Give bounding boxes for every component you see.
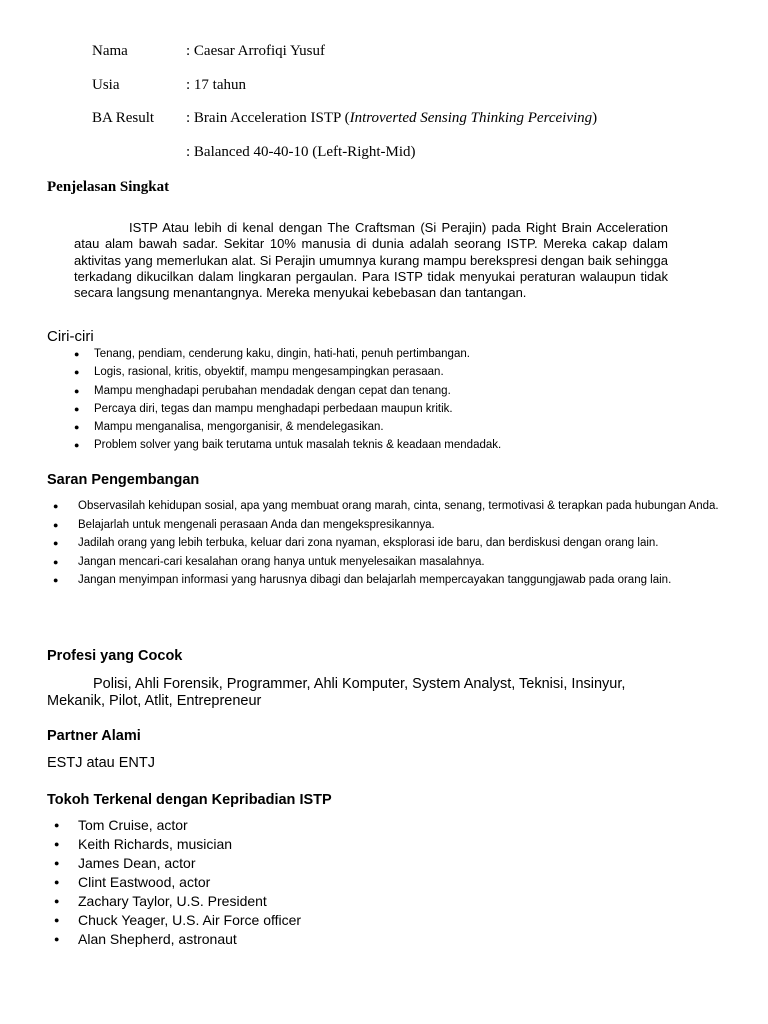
traits-list: [74, 345, 714, 455]
development-heading: Saran Pengembangan: [47, 472, 200, 488]
list-item: ● Zachary Taylor, U.S. President: [54, 893, 267, 909]
professions-heading: Profesi yang Cocok: [47, 648, 183, 664]
partner-text: ESTJ atau ENTJ: [47, 755, 155, 771]
list-item: ● Jangan menyimpan informasi yang harusnya dibagi dan belajarlah mempercayakan tanggungjawab pada orang lain.: [53, 574, 672, 586]
bullet-icon: ●: [53, 501, 59, 511]
bullet-icon: ●: [54, 839, 60, 849]
list-item: ● Jadilah orang yang lebih terbuka, keluar dari zona nyaman, eksplorasi ide baru, dan berdiskusi dengan orang lain.: [53, 537, 659, 549]
list-item: ● Jangan mencari-cari kesalahan orang hanya untuk menyelesaikan masalahnya.: [53, 555, 485, 568]
list-item: ● Mampu menganalisa, mengorganisir, & mendelegasikan.: [74, 418, 714, 436]
bullet-icon: ●: [54, 896, 60, 906]
summary-heading: Penjelasan Singkat: [47, 179, 170, 195]
result-value: : Brain Acceleration ISTP (Introverted Sensing Thinking Perceiving): [186, 110, 598, 126]
list-item: ● Clint Eastwood, actor: [54, 874, 211, 890]
bullet-icon: ●: [54, 820, 60, 830]
bullet-icon: ●: [54, 858, 60, 868]
list-item: ● Alan Shepherd, astronaut: [54, 931, 237, 947]
bullet-icon: ●: [53, 556, 59, 567]
bullet-icon: ●: [54, 877, 60, 887]
list-item: ● James Dean, actor: [54, 855, 196, 871]
list-item: ● Logis, rasional, kritis, obyektif, mampu mengesampingkan perasaan.: [74, 363, 714, 381]
list-item: ● Problem solver yang baik terutama untuk masalah teknis & keadaan mendadak.: [74, 436, 714, 454]
bullet-icon: ●: [54, 934, 60, 944]
partner-heading: Partner Alami: [47, 728, 141, 744]
name-label: Nama: [92, 43, 128, 59]
list-item: ● Observasilah kehidupan sosial, apa yang membuat orang marah, cinta, senang, termotivasi & terapkan pada hubungan Anda.: [53, 500, 719, 512]
bullet-icon: ●: [53, 575, 59, 585]
list-item: ● Tenang, pendiam, cenderung kaku, dingin, hati-hati, penuh pertimbangan.: [74, 345, 714, 363]
list-item: ● Chuck Yeager, U.S. Air Force officer: [54, 912, 302, 928]
summary-paragraph: ISTP Atau lebih di kenal dengan The Craftsman (Si Perajin) pada Right Brain Acceleration atau alam bawah sadar. Sekitar 10% manusia di dunia adalah seorang ISTP. Mereka cakap dalam aktivitas yang memerlukan alat. Si Perajin umumnya kurang mampu berekspresi dengan baik sehingga terkadang dikucilkan dalam lingkaran pergaulan. Para ISTP tidak menyukai peraturan walaupun tidak secara langsung menantangnya. Mereka menyukai kebebasan dan tantangan.: [74, 220, 668, 301]
bullet-icon: ●: [74, 403, 80, 414]
bullet-icon: ●: [74, 349, 80, 359]
age-label: Usia: [92, 77, 120, 93]
famous-list: [47, 816, 647, 949]
bullet-icon: ●: [74, 385, 80, 396]
list-item: ● Mampu menghadapi perubahan mendadak dengan cepat dan tenang.: [74, 382, 714, 400]
bullet-icon: ●: [53, 538, 59, 548]
balance-value: : Balanced 40-40-10 (Left-Right-Mid): [186, 144, 416, 160]
list-item: ● Keith Richards, musician: [54, 836, 233, 852]
age-value: : 17 tahun: [186, 77, 246, 93]
list-item: ● Tom Cruise, actor: [54, 817, 188, 833]
bullet-icon: ●: [54, 915, 60, 925]
bullet-icon: ●: [74, 367, 80, 378]
bullet-icon: ●: [74, 440, 80, 451]
name-value: : Caesar Arrofiqi Yusuf: [186, 43, 325, 59]
bullet-icon: ●: [74, 422, 80, 433]
list-item: ● Percaya diri, tegas dan mampu menghadapi perbedaan maupun kritik.: [74, 400, 714, 418]
professions-text: Polisi, Ahli Forensik, Programmer, Ahli Komputer, System Analyst, Teknisi, Insinyur, Mekanik, Pilot, Atlit, Entrepreneur: [47, 676, 626, 709]
development-list: [47, 499, 727, 592]
list-item: ● Belajarlah untuk mengenali perasaan Anda dan mengekspresikannya.: [53, 518, 435, 531]
famous-heading: Tokoh Terkenal dengan Kepribadian ISTP: [47, 792, 332, 808]
result-label: BA Result: [92, 110, 155, 126]
traits-heading: Ciri-ciri: [47, 328, 94, 345]
bullet-icon: ●: [53, 519, 59, 530]
